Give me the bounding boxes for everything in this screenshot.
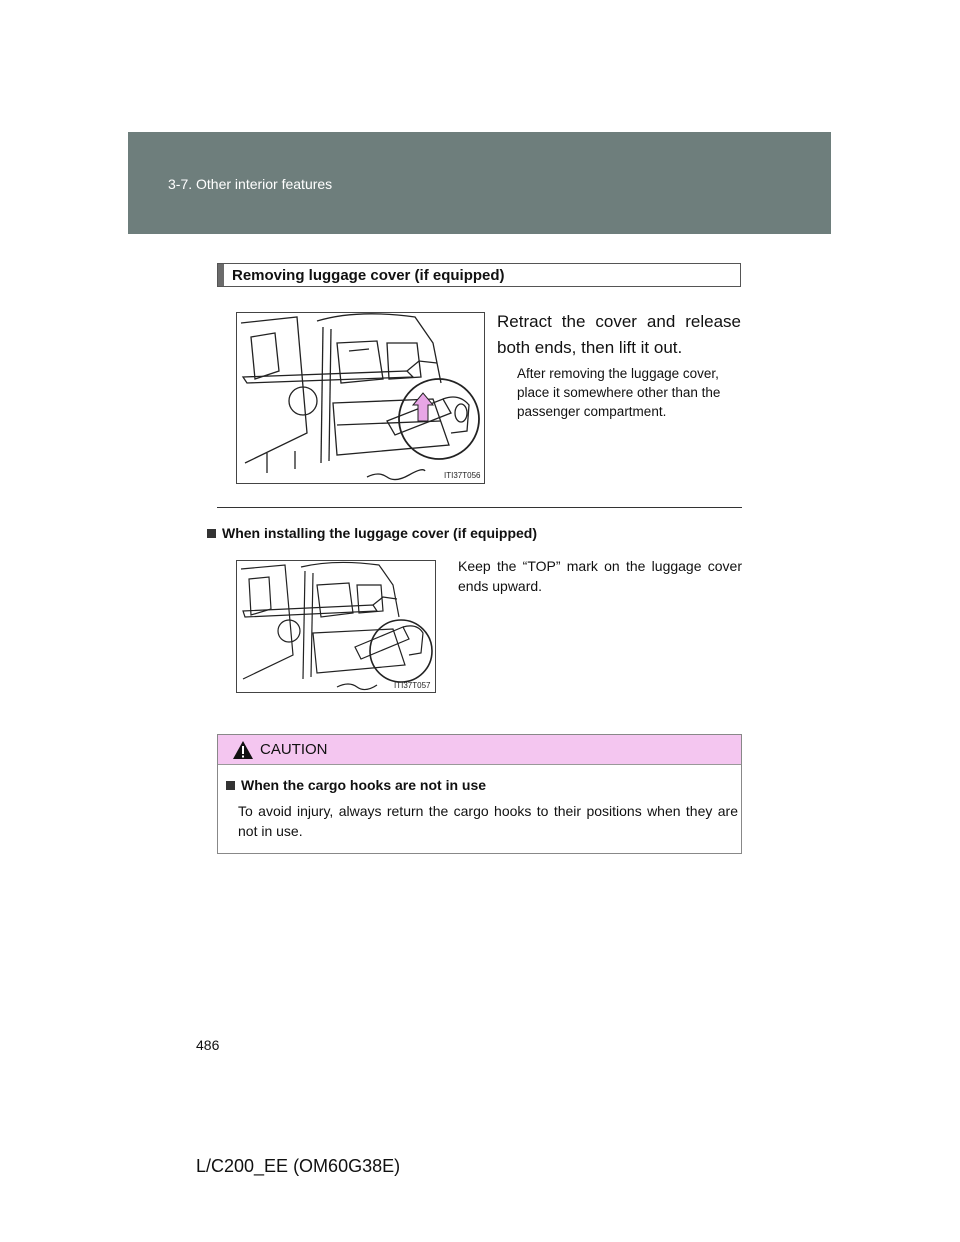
- luggage-cover-removal-drawing: [237, 313, 484, 483]
- square-bullet-icon: [207, 529, 216, 538]
- section-breadcrumb: 3-7. Other interior features: [168, 176, 333, 192]
- installing-heading-row: [207, 525, 537, 541]
- illustration-luggage-cover-removal: [236, 312, 485, 484]
- figure-code: ITI37T057: [394, 681, 431, 690]
- warning-triangle-icon: [232, 740, 254, 765]
- section-divider: [217, 507, 742, 508]
- section-title-bar: [218, 264, 224, 286]
- illustration-luggage-cover-install: [236, 560, 436, 693]
- section-title-box: [217, 263, 741, 287]
- caution-body: To avoid injury, always return the cargo hooks to their positions when they are not in use.: [238, 803, 738, 839]
- caution-heading-row: [226, 777, 486, 793]
- instruction-main: Retract the cover and release both ends, then lift it out.: [497, 312, 741, 357]
- installing-note: Keep the “TOP” mark on the luggage cover ends upward.: [458, 558, 742, 594]
- page-number: 486: [196, 1037, 220, 1053]
- header-band: [128, 132, 831, 234]
- caution-box: [217, 734, 742, 854]
- installing-heading: When installing the luggage cover (if equipped): [222, 525, 538, 541]
- document-code: L/C200_EE (OM60G38E): [196, 1156, 401, 1176]
- caution-heading: When the cargo hooks are not in use: [241, 777, 487, 793]
- section-title: Removing luggage cover (if equipped): [232, 267, 505, 284]
- instruction-note: After removing the luggage cover, place it somewhere other than the passenger compartment.: [517, 366, 721, 419]
- luggage-cover-install-drawing: [237, 561, 435, 692]
- caution-header: [218, 735, 741, 765]
- caution-label: CAUTION: [260, 741, 328, 758]
- square-bullet-icon: [226, 781, 235, 790]
- figure-code: ITI37T056: [444, 471, 481, 480]
